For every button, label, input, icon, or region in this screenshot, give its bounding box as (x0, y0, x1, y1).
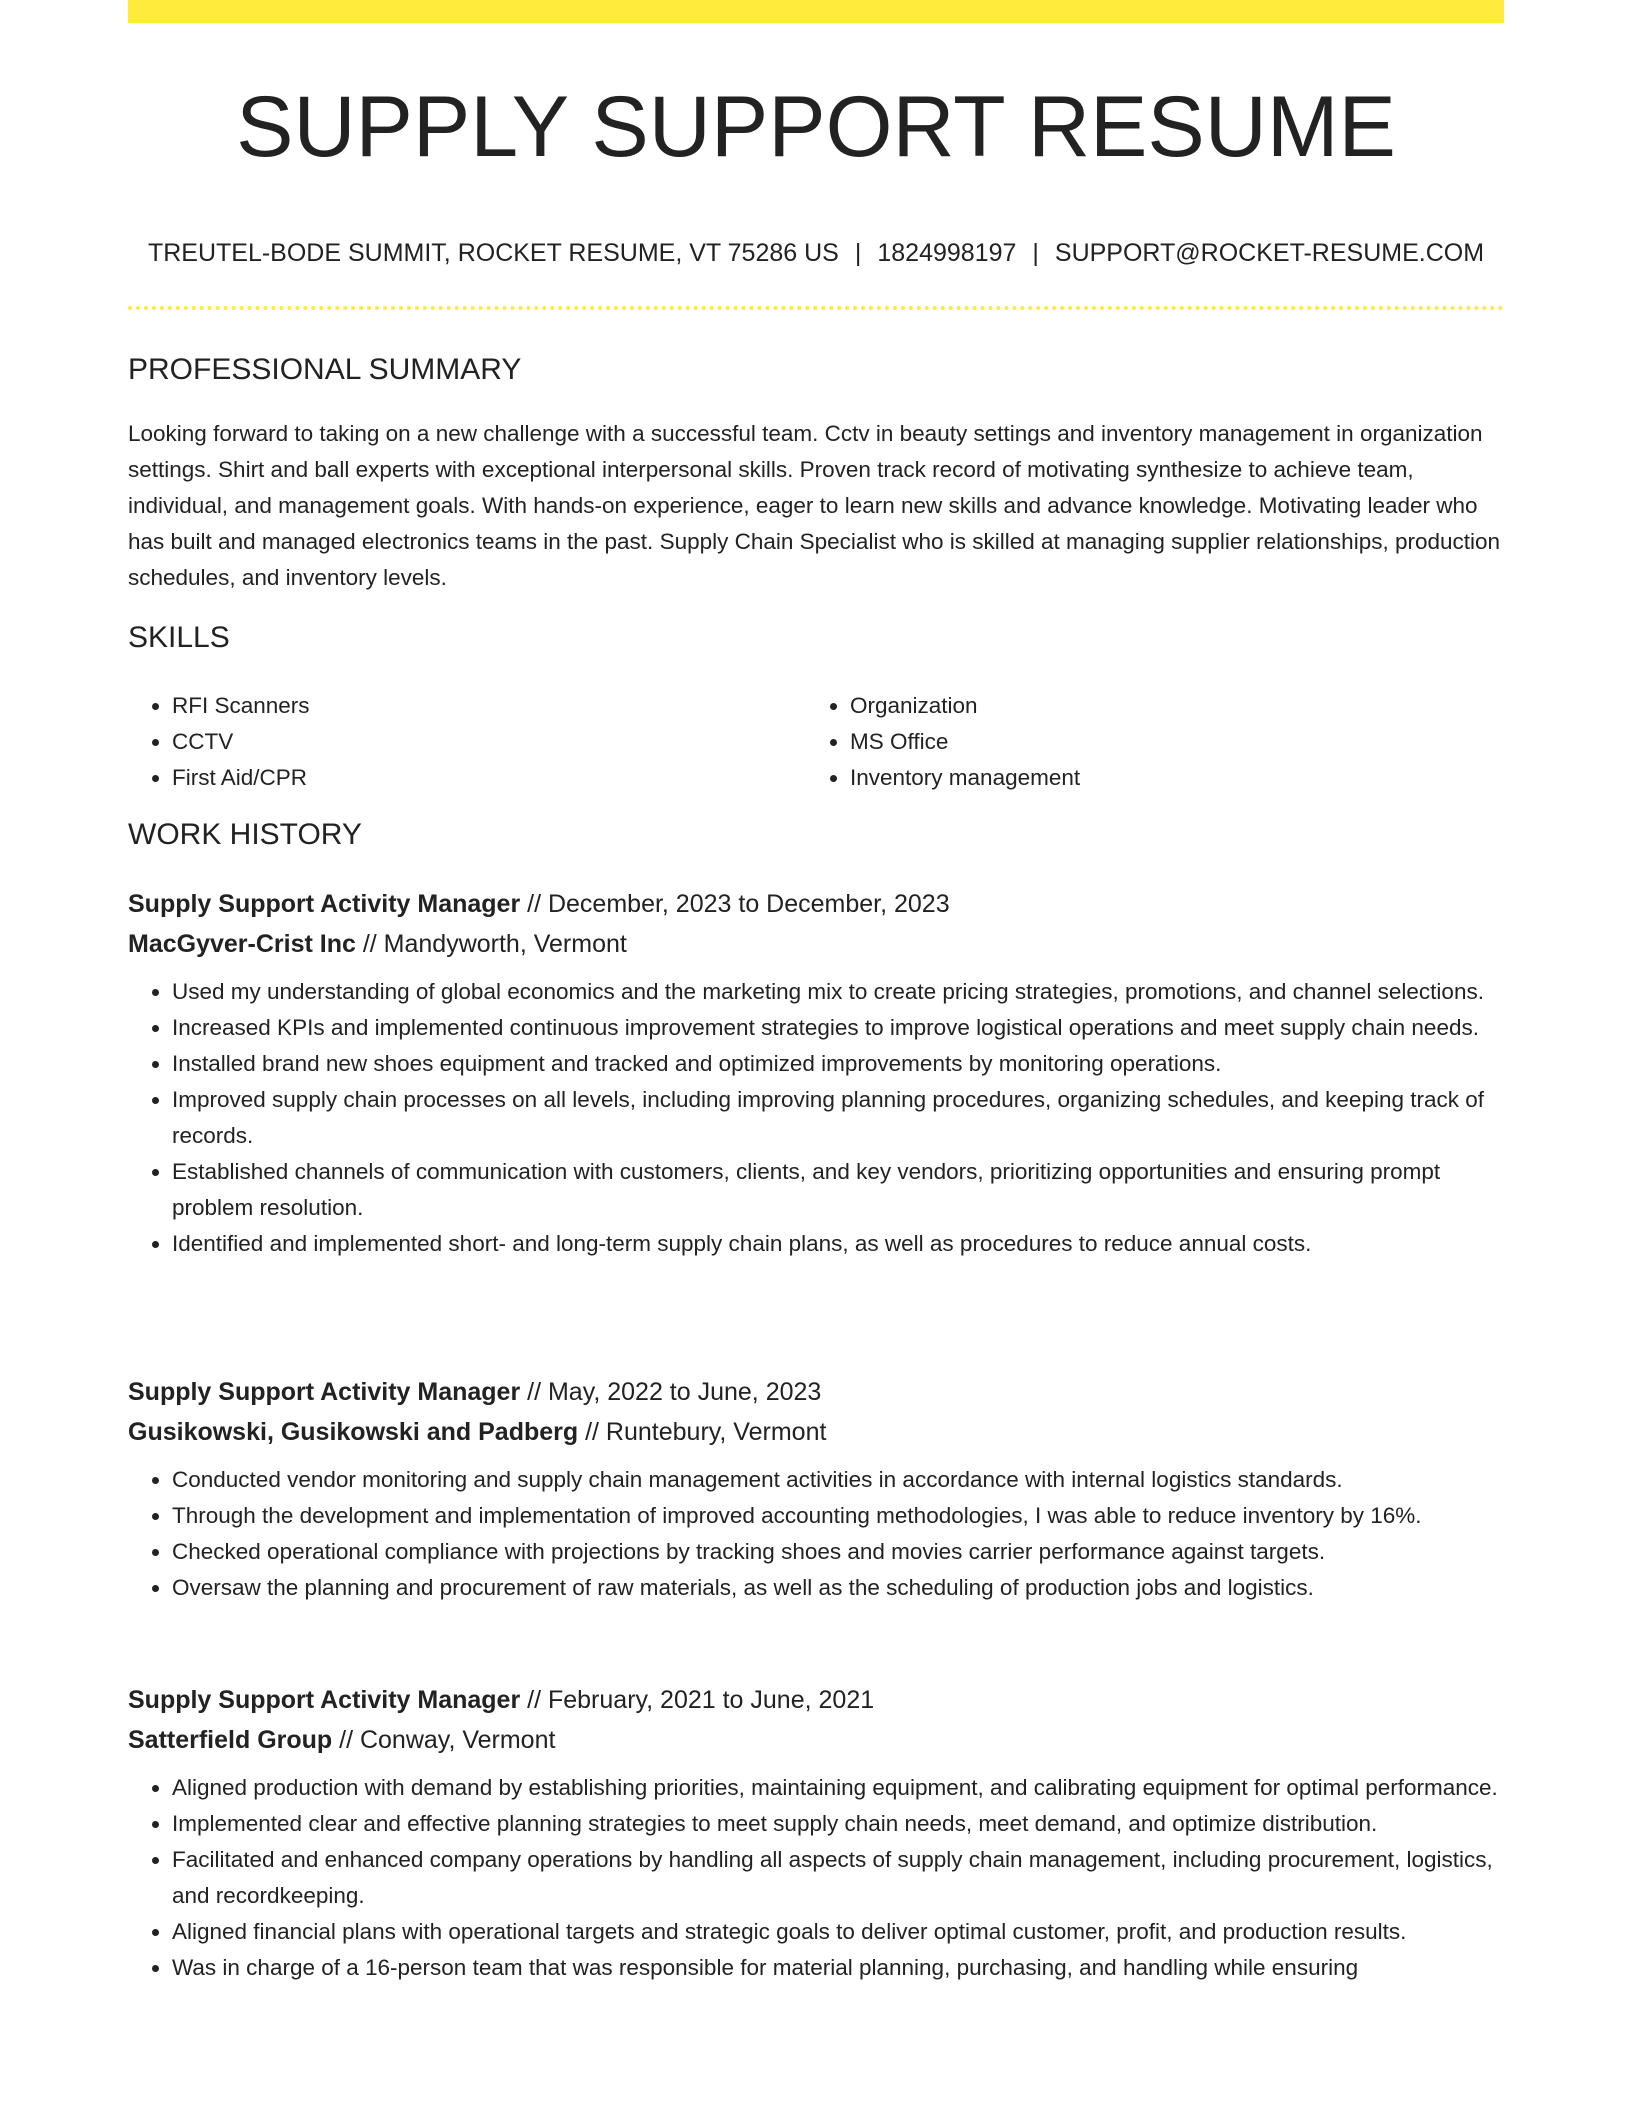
job-location: // Conway, Vermont (339, 1726, 556, 1754)
job-company: Satterfield Group (128, 1726, 333, 1754)
job-entry (128, 1680, 1504, 1986)
skill-item: • Organization (850, 688, 1470, 724)
job-company: MacGyver-Crist Inc (128, 930, 356, 958)
contact-line (128, 239, 1504, 268)
job-location: // Runtebury, Vermont (585, 1418, 827, 1446)
resume-title: SUPPLY SUPPORT RESUME (236, 79, 1396, 175)
job-location: // Mandyworth, Vermont (362, 930, 627, 958)
job-dates: // May, 2022 to June, 2023 (527, 1378, 822, 1406)
job-role-line (128, 1680, 1504, 1720)
skill-item: • RFI Scanners (172, 688, 792, 724)
job-bullet: • Improved supply chain processes on all levels, including improving planning procedures, organizing schedules, and keeping track of records. (172, 1082, 1504, 1154)
skills-list-left (128, 688, 792, 796)
job-bullets (128, 974, 1504, 1262)
job-bullet: • Through the development and implementation of improved accounting methodologies, I was able to reduce inventory by 16%. (172, 1498, 1504, 1534)
job-role: Supply Support Activity Manager (128, 1686, 521, 1714)
job-bullet: • Facilitated and enhanced company operations by handling all aspects of supply chain management, including procurement, logistics, and recordkeeping. (172, 1842, 1504, 1914)
job-bullets (128, 1770, 1504, 1986)
job-dates: // February, 2021 to June, 2021 (527, 1686, 875, 1714)
job-bullet: • Used my understanding of global economics and the marketing mix to create pricing strategies, promotions, and channel selections. (172, 974, 1504, 1010)
job-bullet: • Increased KPIs and implemented continuous improvement strategies to improve logistical operations and meet supply chain needs. (172, 1010, 1504, 1046)
contact-phone: 1824998197 (877, 239, 1017, 267)
job-company-line (128, 1412, 1504, 1452)
job-dates: // December, 2023 to December, 2023 (527, 890, 950, 918)
job-company-line (128, 1720, 1504, 1760)
skill-item: • CCTV (172, 724, 792, 760)
skill-item: • First Aid/CPR (172, 760, 792, 796)
job-bullet: • Was in charge of a 16-person team that was responsible for material planning, purchasing, and handling while ensuring (172, 1950, 1504, 1986)
skill-item: • MS Office (850, 724, 1470, 760)
job-bullet: • Installed brand new shoes equipment and tracked and optimized improvements by monitoring operations. (172, 1046, 1504, 1082)
accent-bar (128, 0, 1504, 23)
dotted-divider (128, 306, 1504, 310)
job-company-line (128, 924, 1504, 964)
job-role: Supply Support Activity Manager (128, 1378, 521, 1406)
contact-separator: | (854, 239, 862, 267)
contact-address: TREUTEL-BODE SUMMIT, ROCKET RESUME, VT 75286 US (147, 239, 839, 267)
job-bullet: • Aligned production with demand by establishing priorities, maintaining equipment, and calibrating equipment for optimal performance. (172, 1770, 1504, 1806)
job-entry (128, 884, 1504, 1262)
job-role: Supply Support Activity Manager (128, 890, 521, 918)
summary-heading: PROFESSIONAL SUMMARY (128, 353, 522, 386)
contact-separator: | (1032, 239, 1039, 267)
job-bullets (128, 1462, 1504, 1606)
job-bullet: • Checked operational compliance with projections by tracking shoes and movies carrier performance against targets. (172, 1534, 1504, 1570)
job-bullet: • Oversaw the planning and procurement of raw materials, as well as the scheduling of production jobs and logistics. (172, 1570, 1504, 1606)
skill-item: • Inventory management (850, 760, 1470, 796)
summary-text: Looking forward to taking on a new challenge with a successful team. Cctv in beauty settings and inventory management in organization settings. Shirt and ball experts with exceptional interpersonal skills. Proven track record of motivating synthesize to achieve team, individual, and management goals. With hands-on experience, eager to learn new skills and advance knowledge. Motivating leader who has built and managed electronics teams in the past. Supply Chain Specialist who is skilled at managing supplier relationships, production schedules, and inventory levels. (128, 421, 1501, 590)
skills-list-right (806, 688, 1470, 796)
job-bullet: • Aligned financial plans with operational targets and strategic goals to deliver optimal customer, profit, and production results. (172, 1914, 1504, 1950)
job-role-line (128, 1372, 1504, 1412)
job-bullet: • Conducted vendor monitoring and supply chain management activities in accordance with internal logistics standards. (172, 1462, 1504, 1498)
contact-email: SUPPORT@ROCKET-RESUME.COM (1054, 239, 1485, 267)
job-bullet: • Identified and implemented short- and long-term supply chain plans, as well as procedures to reduce annual costs. (172, 1226, 1504, 1262)
job-role-line (128, 884, 1504, 924)
job-bullet: • Established channels of communication with customers, clients, and key vendors, prioritizing opportunities and ensuring prompt problem resolution. (172, 1154, 1504, 1226)
job-bullet: • Implemented clear and effective planning strategies to meet supply chain needs, meet demand, and optimize distribution. (172, 1806, 1504, 1842)
skills-heading: SKILLS (128, 621, 230, 654)
job-company: Gusikowski, Gusikowski and Padberg (128, 1418, 579, 1446)
job-entry (128, 1372, 1504, 1606)
work-history-heading: WORK HISTORY (128, 818, 362, 851)
